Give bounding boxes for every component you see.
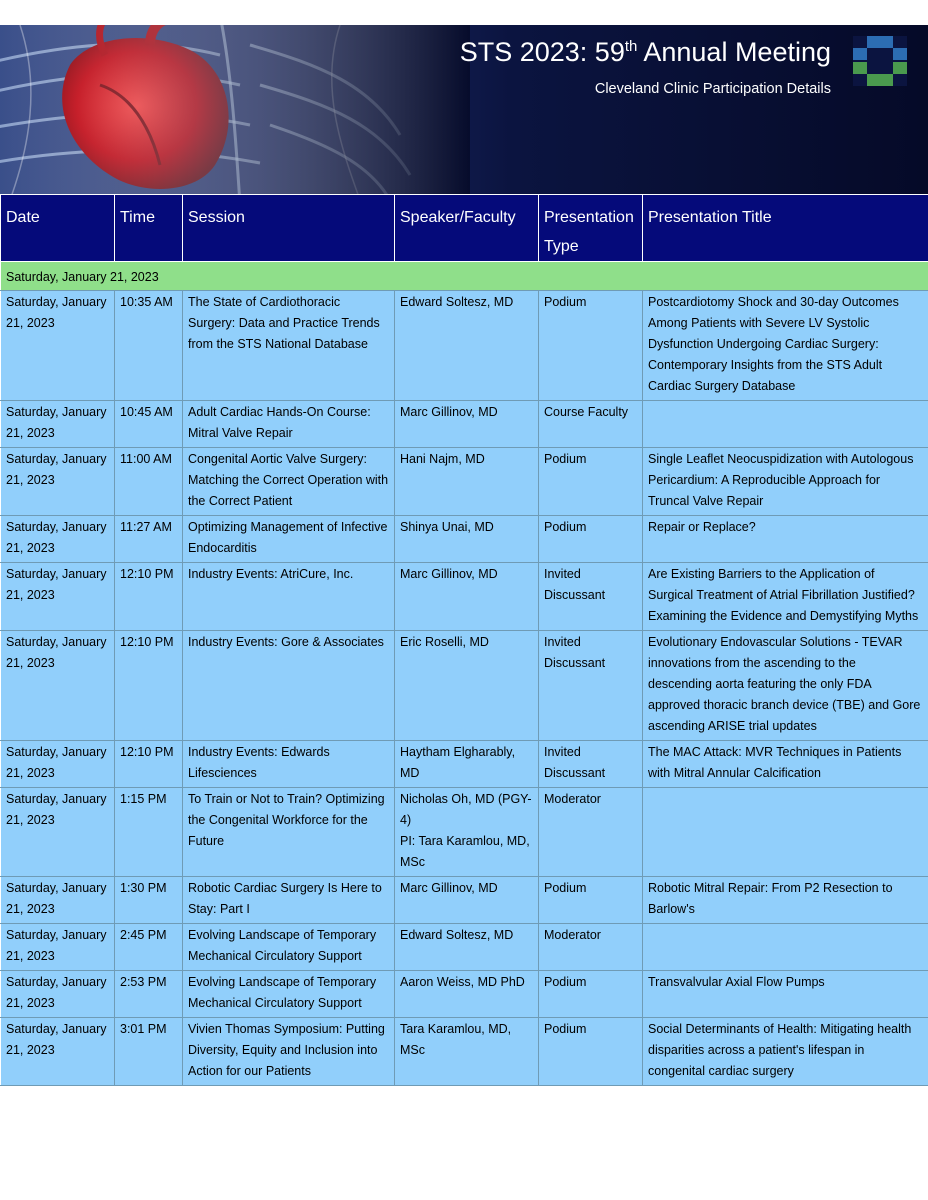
cell-session: Optimizing Management of Infective Endocarditis xyxy=(183,516,395,563)
speaker-name: Marc Gillinov, MD xyxy=(400,881,498,895)
table-row xyxy=(1,401,928,448)
cell-type: Podium xyxy=(539,516,643,563)
cell-speaker xyxy=(395,563,539,631)
cell-title: Evolutionary Endovascular Solutions - TEVAR innovations from the ascending to the descending aorta featuring the only FDA approved thoracic branch device (TBE) and Gore ascending ARISE trial updates xyxy=(643,631,928,741)
cell-type: Moderator xyxy=(539,924,643,971)
cell-date: Saturday, January 21, 2023 xyxy=(1,401,115,448)
day-group-row xyxy=(1,262,928,291)
cell-session: Vivien Thomas Symposium: Putting Diversity, Equity and Inclusion into Action for our Patients xyxy=(183,1018,395,1086)
table-row xyxy=(1,1018,928,1086)
cell-title: The MAC Attack: MVR Techniques in Patients with Mitral Annular Calcification xyxy=(643,741,928,788)
cell-title: Single Leaflet Neocuspidization with Autologous Pericardium: A Reproducible Approach for Truncal Valve Repair xyxy=(643,448,928,516)
table-row xyxy=(1,631,928,741)
schedule-table xyxy=(0,194,928,1086)
page-subtitle: Cleveland Clinic Participation Details xyxy=(594,81,831,97)
cell-title: Repair or Replace? xyxy=(643,516,928,563)
cell-time: 11:27 AM xyxy=(115,516,183,563)
cell-speaker xyxy=(395,971,539,1018)
cell-session: Robotic Cardiac Surgery Is Here to Stay: Part I xyxy=(183,877,395,924)
table-row xyxy=(1,448,928,516)
cell-speaker xyxy=(395,448,539,516)
cell-date: Saturday, January 21, 2023 xyxy=(1,877,115,924)
column-header-speaker: Speaker/Faculty xyxy=(395,195,539,262)
cell-session: Evolving Landscape of Temporary Mechanical Circulatory Support xyxy=(183,924,395,971)
cell-date: Saturday, January 21, 2023 xyxy=(1,516,115,563)
cell-time: 1:30 PM xyxy=(115,877,183,924)
cell-date: Saturday, January 21, 2023 xyxy=(1,448,115,516)
cell-speaker xyxy=(395,877,539,924)
cell-title: Robotic Mitral Repair: From P2 Resection to Barlow's xyxy=(643,877,928,924)
table-row xyxy=(1,788,928,877)
cell-date: Saturday, January 21, 2023 xyxy=(1,924,115,971)
cell-speaker xyxy=(395,401,539,448)
cell-time: 11:00 AM xyxy=(115,448,183,516)
cell-title xyxy=(643,788,928,877)
heart-anatomy-illustration xyxy=(0,25,470,194)
cell-session: The State of Cardiothoracic Surgery: Data and Practice Trends from the STS National Database xyxy=(183,291,395,401)
column-header-type: Presentation Type xyxy=(539,195,643,262)
cell-title: Social Determinants of Health: Mitigating health disparities across a patient's lifespan in congenital cardiac surgery xyxy=(643,1018,928,1086)
cell-speaker xyxy=(395,631,539,741)
table-row xyxy=(1,563,928,631)
cell-speaker xyxy=(395,516,539,563)
page-title: STS 2023: 59th Annual Meeting xyxy=(459,37,831,67)
table-row xyxy=(1,924,928,971)
cell-date: Saturday, January 21, 2023 xyxy=(1,741,115,788)
cell-session: Adult Cardiac Hands-On Course: Mitral Valve Repair xyxy=(183,401,395,448)
cell-speaker xyxy=(395,924,539,971)
column-header-time: Time xyxy=(115,195,183,262)
speaker-name: Hani Najm, MD xyxy=(400,452,485,466)
cell-time: 2:45 PM xyxy=(115,924,183,971)
cell-title: Transvalvular Axial Flow Pumps xyxy=(643,971,928,1018)
cell-speaker xyxy=(395,788,539,877)
cell-title: Are Existing Barriers to the Application of Surgical Treatment of Atrial Fibrillation Justified? Examining the Evidence and Demystifying Myths xyxy=(643,563,928,631)
cell-date: Saturday, January 21, 2023 xyxy=(1,971,115,1018)
speaker-name: Marc Gillinov, MD xyxy=(400,405,498,419)
cell-session: Industry Events: Edwards Lifesciences xyxy=(183,741,395,788)
cell-session: To Train or Not to Train? Optimizing the Congenital Workforce for the Future xyxy=(183,788,395,877)
header-banner xyxy=(0,25,928,194)
speaker-name: Edward Soltesz, MD xyxy=(400,295,514,309)
cell-title: Postcardiotomy Shock and 30-day Outcomes Among Patients with Severe LV Systolic Dysfunction Undergoing Cardiac Surgery: Contemporary Insights from the STS Adult Cardiac Surgery Database xyxy=(643,291,928,401)
table-header-row xyxy=(1,195,928,262)
cell-time: 3:01 PM xyxy=(115,1018,183,1086)
cell-time: 12:10 PM xyxy=(115,631,183,741)
speaker-name: Aaron Weiss, MD PhD xyxy=(400,975,525,989)
cell-title xyxy=(643,401,928,448)
cell-type: Invited Discussant xyxy=(539,631,643,741)
speaker-name: Nicholas Oh, MD (PGY-4) xyxy=(400,792,532,827)
cell-time: 12:10 PM xyxy=(115,563,183,631)
cell-type: Podium xyxy=(539,877,643,924)
speaker-name: Haytham Elgharably, MD xyxy=(400,745,516,780)
cell-speaker xyxy=(395,291,539,401)
day-label: Saturday, January 21, 2023 xyxy=(1,262,928,291)
cell-type: Invited Discussant xyxy=(539,741,643,788)
table-row xyxy=(1,877,928,924)
speaker-name: PI: Tara Karamlou, MD, MSc xyxy=(400,834,530,869)
cell-time: 2:53 PM xyxy=(115,971,183,1018)
column-header-date: Date xyxy=(1,195,115,262)
speaker-name: Marc Gillinov, MD xyxy=(400,567,498,581)
table-row xyxy=(1,971,928,1018)
cell-time: 1:15 PM xyxy=(115,788,183,877)
cell-type: Podium xyxy=(539,1018,643,1086)
cell-speaker xyxy=(395,1018,539,1086)
column-header-session: Session xyxy=(183,195,395,262)
cell-session: Industry Events: Gore & Associates xyxy=(183,631,395,741)
cell-session: Congenital Aortic Valve Surgery: Matching the Correct Operation with the Correct Patient xyxy=(183,448,395,516)
speaker-name: Shinya Unai, MD xyxy=(400,520,494,534)
cell-type: Podium xyxy=(539,971,643,1018)
cell-type: Podium xyxy=(539,448,643,516)
cell-type: Moderator xyxy=(539,788,643,877)
cell-speaker xyxy=(395,741,539,788)
cell-date: Saturday, January 21, 2023 xyxy=(1,1018,115,1086)
cleveland-clinic-logo-icon xyxy=(853,36,907,86)
cell-time: 12:10 PM xyxy=(115,741,183,788)
cell-session: Industry Events: AtriCure, Inc. xyxy=(183,563,395,631)
cell-time: 10:35 AM xyxy=(115,291,183,401)
cell-date: Saturday, January 21, 2023 xyxy=(1,788,115,877)
cell-type: Invited Discussant xyxy=(539,563,643,631)
speaker-name: Tara Karamlou, MD, MSc xyxy=(400,1022,512,1057)
cell-time: 10:45 AM xyxy=(115,401,183,448)
cell-date: Saturday, January 21, 2023 xyxy=(1,631,115,741)
table-row xyxy=(1,291,928,401)
table-row xyxy=(1,741,928,788)
speaker-name: Eric Roselli, MD xyxy=(400,635,489,649)
cell-title xyxy=(643,924,928,971)
cell-session: Evolving Landscape of Temporary Mechanical Circulatory Support xyxy=(183,971,395,1018)
speaker-name: Edward Soltesz, MD xyxy=(400,928,514,942)
cell-date: Saturday, January 21, 2023 xyxy=(1,291,115,401)
table-row xyxy=(1,516,928,563)
cell-type: Podium xyxy=(539,291,643,401)
column-header-title: Presentation Title xyxy=(643,195,928,262)
cell-type: Course Faculty xyxy=(539,401,643,448)
cell-date: Saturday, January 21, 2023 xyxy=(1,563,115,631)
